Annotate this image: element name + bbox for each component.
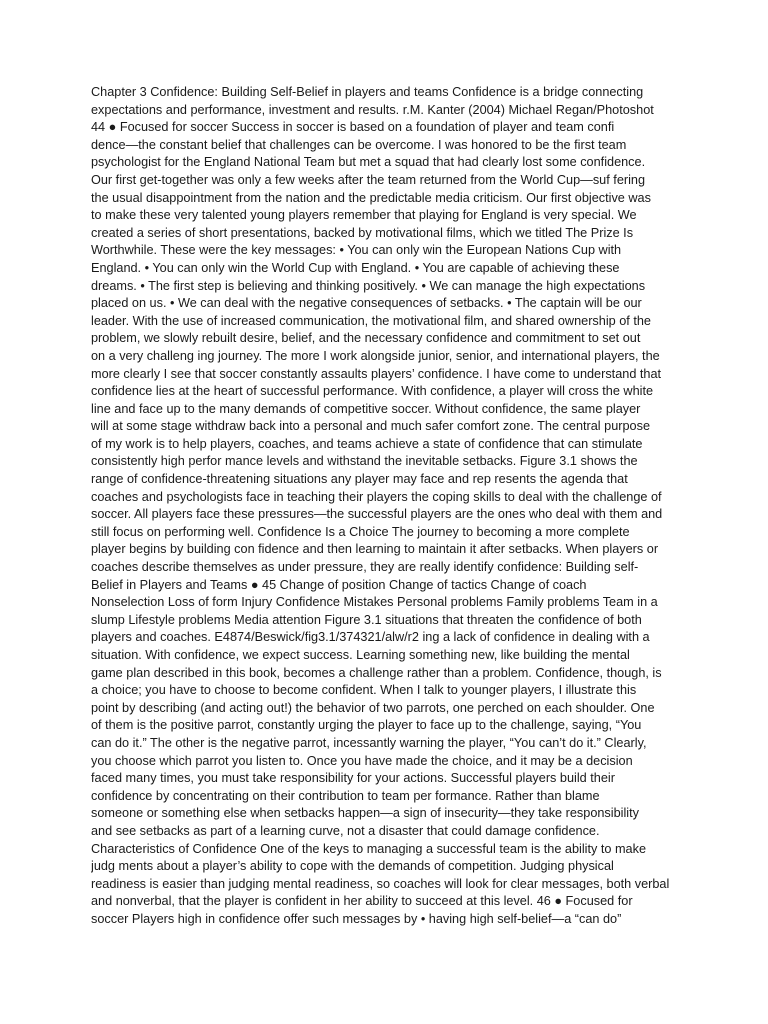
text-line: 44 ● Focused for soccer Success in soccer is based on a foundation of player and team confi [91, 120, 615, 135]
text-line: England. • You can only win the World Cup with England. • You are capable of achieving these [91, 260, 620, 275]
text-line: and see setbacks as part of a learning curve, not a disaster that could damage confidence. [91, 823, 600, 838]
text-line: Belief in Players and Teams ● 45 Change of position Change of tactics Change of coach [91, 577, 587, 592]
text-line: leader. With the use of increased communication, the motivational film, and shared ownership of the [91, 313, 651, 328]
text-line: psychologist for the England National Team but met a squad that had clearly lost some confidence. [91, 155, 646, 170]
text-line: confidence by concentrating on their contribution to team per formance. Rather than blame [91, 788, 600, 803]
text-line: created a series of short presentations, backed by motivational films, which we titled The Prize Is [91, 225, 634, 240]
text-line: of them is the positive parrot, constantly urging the player to face up to the challenge, saying, “You [91, 718, 642, 733]
text-line: slump Lifestyle problems Media attention Figure 3.1 situations that threaten the confidence of both [91, 612, 642, 627]
text-line: judg ments about a player’s ability to cope with the demands of competition. Judging physical [91, 859, 614, 874]
text-line: readiness is easier than judging mental readiness, so coaches will look for clear messages, both verbal [91, 876, 670, 891]
text-line: faced many times, you must take responsibility for your actions. Successful players build their [91, 771, 615, 786]
text-line: Characteristics of Confidence One of the keys to managing a successful team is the ability to make [91, 841, 646, 856]
text-line: Our first get-together was only a few weeks after the team returned from the World Cup—suf fering [91, 172, 646, 187]
text-line: players and coaches. E4874/Beswick/fig3.1/374321/alw/r2 ing a lack of confidence in dealing with a [91, 630, 650, 645]
text-line: consistently high perfor mance levels and withstand the inevitable setbacks. Figure 3.1 shows the [91, 454, 638, 469]
text-line: soccer. All players face these pressures—the successful players are the ones who deal with them and [91, 507, 663, 522]
text-line: line and face up to the many demands of competitive soccer. Without confidence, the same player [91, 401, 641, 416]
body-text [91, 84, 681, 929]
text-line: of my work is to help players, coaches, and teams achieve a state of confidence that can stimulate [91, 436, 643, 451]
text-line: Chapter 3 Confidence: Building Self-Belief in players and teams Confidence is a bridge connecting [91, 85, 644, 99]
text-line: still focus on performing well. Confidence Is a Choice The journey to becoming a more complete [91, 524, 630, 539]
text-line: you choose which parrot you listen to. Once you have made the choice, and it may be a decision [91, 753, 633, 768]
text-line: dence—the constant belief that challenges can be overcome. I was honored to be the first team [91, 137, 627, 152]
text-line: player begins by building con fidence and then learning to maintain it after setbacks. When players or [91, 542, 659, 557]
text-line: placed on us. • We can deal with the negative consequences of setbacks. • The captain will be our [91, 296, 642, 311]
text-line: confidence lies at the heart of successful performance. With confidence, a player will cross the white [91, 384, 654, 399]
text-line: will at some stage withdraw back into a personal and much safer comfort zone. The central purpose [91, 419, 651, 434]
text-line: dreams. • The first step is believing and thinking positively. • We can manage the high expectations [91, 278, 646, 293]
text-line: to make these very talented young players remember that playing for England is very special. We [91, 208, 637, 223]
text-line: and nonverbal, that the player is confident in her ability to succeed at this level. 46 ● Focused for [91, 894, 633, 909]
text-line: range of confidence-threatening situations any player may face and rep resents the agenda that [91, 472, 628, 487]
text-line: problem, we slowly rebuilt desire, belief, and the necessary confidence and commitment to set out [91, 331, 641, 346]
text-line: situation. With confidence, we expect success. Learning something new, like building the mental [91, 648, 630, 662]
text-line: soccer Players high in confidence offer such messages by • having high self-belief—a “can do” [91, 911, 622, 926]
text-line: point by describing (and acting out!) the behavior of two parrots, one perched on each shoulder. One [91, 700, 655, 715]
text-line: the usual disappointment from the nation and the predictable media criticism. Our first objective was [91, 190, 651, 205]
text-line: Worthwhile. These were the key messages: • You can only win the European Nations Cup with [91, 243, 622, 258]
text-line: coaches and psychologists face in teaching their players the coping skills to deal with the challenge of [91, 489, 662, 504]
text-line: Nonselection Loss of form Injury Confidence Mistakes Personal problems Family problems Team in a [91, 595, 658, 610]
text-line: game plan described in this book, becomes a challenge rather than a problem. Confidence, though, is [91, 665, 662, 680]
text-line: a choice; you have to choose to become confident. When I talk to younger players, I illustrate this [91, 683, 637, 698]
text-line: expectations and performance, investment and results. r.M. Kanter (2004) Michael Regan/Photoshot [91, 102, 654, 117]
text-line: someone or something else when setbacks happen—a sign of insecurity—they take responsibility [91, 806, 639, 821]
text-line: on a very challeng ing journey. The more I work alongside junior, senior, and international players, the [91, 348, 660, 363]
text-line: can do it.” The other is the negative parrot, incessantly warning the player, “You can’t do it.” Clearly, [91, 735, 647, 750]
text-line: more clearly I see that soccer constantly assaults players’ confidence. I have come to understand that [91, 366, 662, 381]
text-line: coaches describe themselves as under pressure, they are really identify confidence: Building self- [91, 560, 639, 575]
